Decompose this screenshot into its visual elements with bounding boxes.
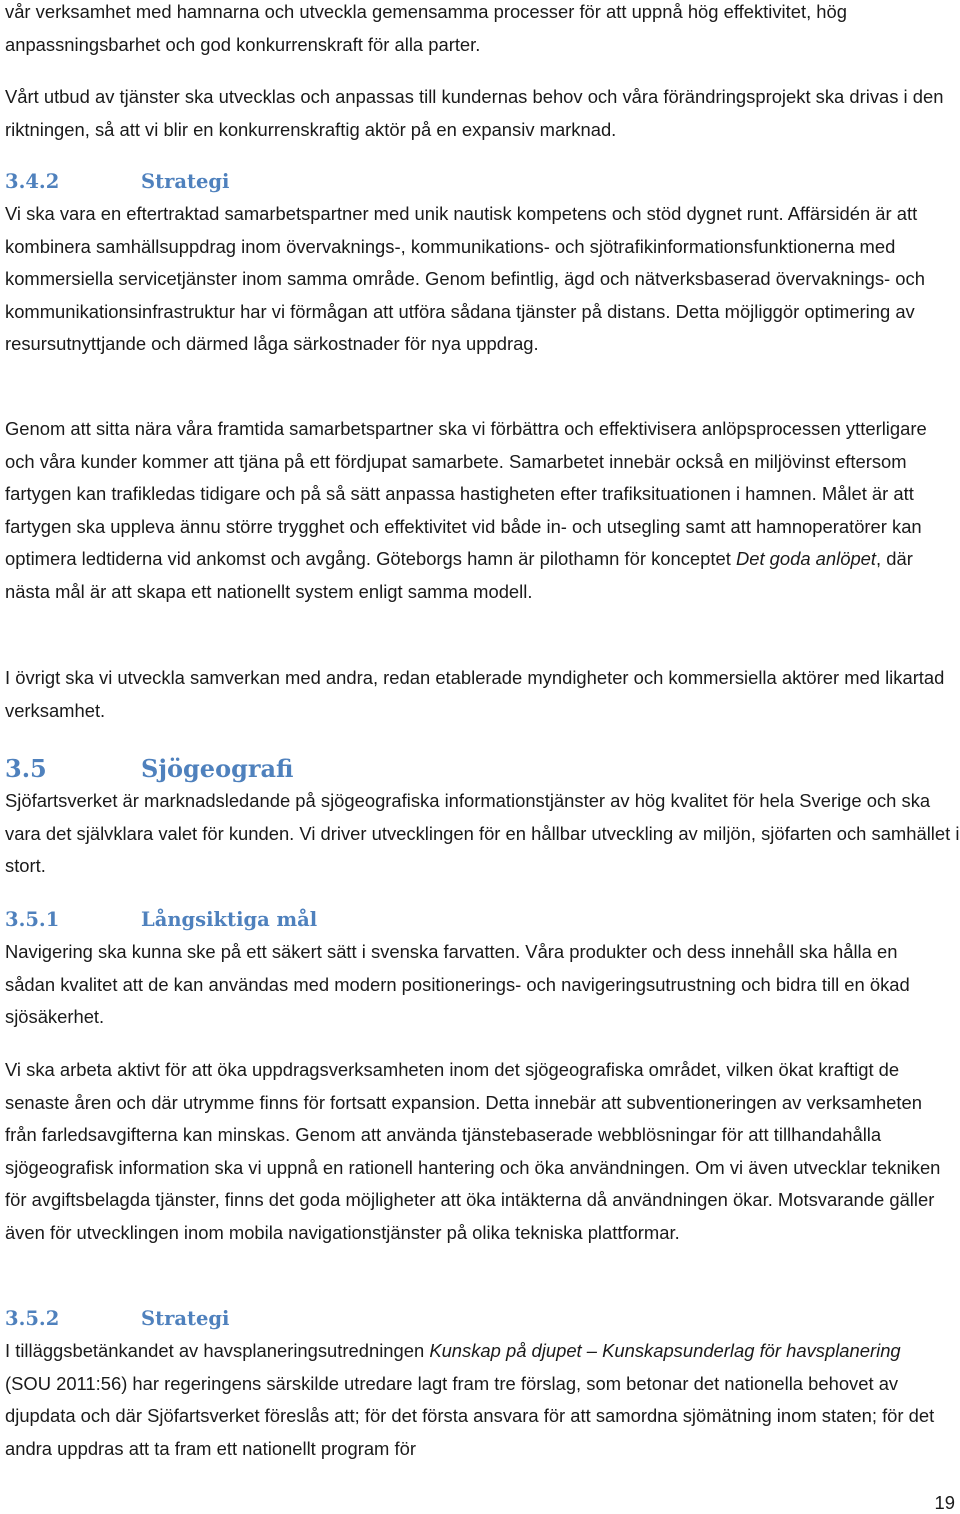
paragraph-services: Vårt utbud av tjänster ska utvecklas och anpassas till kundernas behov och våra förändringsprojekt ska drivas i den riktningen, så att vi blir en konkurrenskraftig aktör på en expansiv marknad. (5, 86, 944, 140)
paragraph-strategy: Vi ska vara en eftertraktad samarbetspartner med unik nautisk kompetens och stöd dygnet runt. Affärsidén är att kombinera samhällsuppdrag inom övervaknings-, kommunikations- och sjötrafikinformationsfunktionerna med kommersiella servicetjänster inom samma område. Genom befintlig, ägd och nätverksbaserad övervaknings- och kommunikationsinfrastruktur har vi förmågan att utföra sådana tjänster på distans. Detta möjliggör optimering av resursutnyttjande och därmed låga särkostnader för nya uppdrag. (5, 203, 925, 355)
report-title: Kunskap på djupet – Kunskapsunderlag för havsplanering (429, 1340, 901, 1361)
heading-3-5-2 (5, 1303, 229, 1336)
paragraph-sjogeografi: Sjöfartsverket är marknadsledande på sjögeografiska informationstjänster av hög kvalitet för hela Sverige och ska vara det självklara valet för kunden. Vi driver utvecklingen för en hållbar utveckling av miljön, sjöfarten och samhället i stort. (5, 790, 960, 877)
paragraph-assignments: Vi ska arbeta aktivt för att öka uppdragsverksamheten inom det sjögeografiska området, vilken ökat kraftigt de senaste åren och där utrymme finns för fortsatt expansion. Detta innebär att subventioneringen av verksamheten från farledsavgifterna kan minskas. Genom att använda tjänstebaserade webblösningar för att tillhandahålla sjögeografisk information ska vi uppnå en rationell hantering och öka användningen. Om vi även utvecklar tekniken för avgiftsbelagda tjänster, finns det goda möjligheter att öka intäkterna då användningen ökar. Motsvarande gäller även för utvecklingen inom mobila navigationstjänster på olika tekniska plattformar. (5, 1059, 941, 1243)
heading-title: Sjögeografi (141, 754, 294, 783)
heading-3-5-1 (5, 904, 317, 937)
heading-title: Strategi (141, 170, 230, 193)
heading-number: 3.5.2 (5, 1307, 60, 1330)
paragraph-havsplanering (5, 1335, 950, 1465)
text-run: I tilläggsbetänkandet av havsplaneringsutredningen (5, 1340, 430, 1361)
heading-number: 3.5 (5, 754, 47, 783)
paragraph-navigation: Navigering ska kunna ske på ett säkert sätt i svenska farvatten. Våra produkter och dess innehåll ska hålla en sådan kvalitet att de kan användas med modern positionerings- och navigeringsutrustning och bidra till en ökad sjösäkerhet. (5, 941, 910, 1028)
page-number: 19 (934, 1492, 955, 1513)
concept-name: Det goda anlöpet (735, 548, 877, 570)
paragraph-cooperation: I övrigt ska vi utveckla samverkan med andra, redan etablerade myndigheter och kommersiella aktörer med likartad verksamhet. (5, 667, 945, 721)
paragraph-partners (5, 413, 950, 609)
text-run: , där nästa mål är att skapa ett nationellt system enligt samma modell. (5, 548, 913, 602)
heading-number: 3.5.1 (5, 908, 60, 931)
text-run: Genom att sitta nära våra framtida samarbetspartner ska vi förbättra och effektivisera anlöpsprocessen ytterligare och våra kunder kommer att tjäna på ett fördjupat samarbete. Samarbetet innebär också en miljövinst eftersom fartygen kan trafikledas tidigare och på så sätt anpassa hastigheten efter trafiksituationen i hamnen. Målet är att fartygen ska uppleva ännu större trygghet och effektivitet vid både in- och utsegling samt att hamnoperatörer kan optimera ledtiderna vid ankomst och avgång. Göteborgs hamn är pilothamn för konceptet (5, 418, 927, 570)
paragraph-intro-continued: vår verksamhet med hamnarna och utveckla gemensamma processer för att uppnå hög effektivitet, hög anpassningsbarhet och god konkurrenskraft för alla parter. (5, 1, 847, 55)
heading-3-5 (5, 751, 294, 787)
heading-3-4-2 (5, 166, 229, 199)
heading-number: 3.4.2 (5, 170, 60, 193)
text-run: (SOU 2011:56) har regeringens särskilde utredare lagt fram tre förslag, som betonar det nationella behovet av djupdata och där Sjöfartsverket föreslås att; för det första ansvara för att samordna sjömätning inom staten; för det andra uppdras att ta fram ett nationellt program för (5, 1372, 935, 1459)
heading-title: Långsiktiga mål (141, 908, 318, 931)
heading-title: Strategi (141, 1307, 230, 1330)
